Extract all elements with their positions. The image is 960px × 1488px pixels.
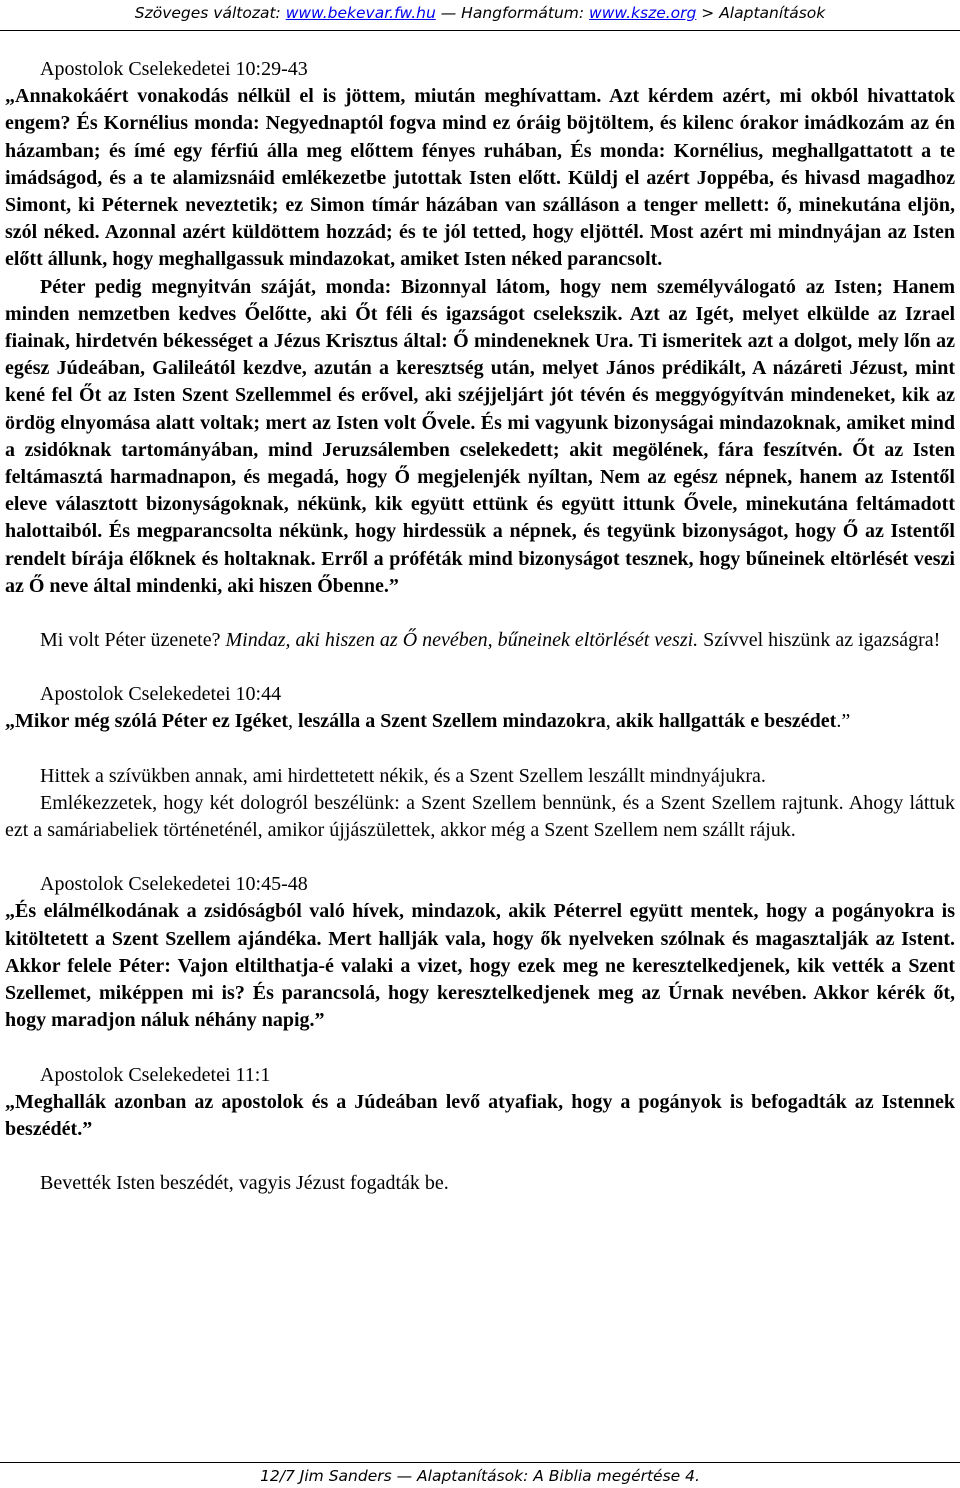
commentary-paragraph [5,627,955,654]
spacer [5,1143,955,1170]
quote-part: akik hallgatták e beszédet [615,710,837,733]
quote-part: leszálla a Szent Szellem mindazokra [298,710,606,733]
scripture-reference: Apostolok Cselekedetei 11:1 [40,1063,271,1086]
scripture-quote: „Annakokáért vonakodás nélkül el is jöttem, miután meghívattam. Azt kérdem azért, mi okból hivattatok engem? És Kornélius monda: Negyednaptól fogva mind ez óráig böjtöltem, és kilenc órakor imádkozám az én házamban; és ímé egy férfiú álla meg előttem fényes ruhában, És monda: Kornélius, meghallgattatott a te imádságod, és a te alamizsnáid emlékezetbe jutottak Isten előtt. Küldj el azért Joppéba, és hivasd magadhoz Simont, ki Péternek neveztetik; ez Simon tímár házában van szálláson a tenger mellett: ő, minekutána eljön, szól néked. Azonnal azért küldöttem hozzád; és te jól tetted, hogy eljöttél. Most azért mi mindnyájan az Isten előtt állunk, hogy meghallgassuk mindazokat, amiket Isten néked parancsolt. [5,85,955,271]
spacer [5,1035,955,1062]
scripture-reference: Apostolok Cselekedetei 10:44 [40,683,282,706]
commentary-paragraph: Bevették Isten beszédét, vagyis Jézust fogadták be. [40,1172,449,1195]
page-footer [0,1462,960,1485]
header-suffix: > Alaptanítások [696,4,826,22]
quote-end: .” [836,710,851,733]
header-prefix: Szöveges változat: [134,4,286,22]
spacer [5,736,955,763]
scripture-reference: Apostolok Cselekedetei 10:29-43 [40,58,308,80]
spacer [5,844,955,871]
scripture-quote: Péter pedig megnyitván száját, monda: Bizonnyal látom, hogy nem személyválogató az Isten; Hanem minden nemzetben kedves Őelőtte, aki Őt féli és igazságot cselekszik. Azt az Igét, melyet elkülde az Izrael fiainak, hirdetvén békességet a Jézus Krisztus által: Ő mindeneknek Ura. Ti ismeritek azt a dolgot, mely lőn az egész Júdeában, Galileától kezdve, azután a keresztség után, melyet János prédikált, A názáreti Jézust, mint kené fel Őt az Isten Szent Szellemmel és erővel, aki széjjeljárt jót tévén és meggyógyítván mindeneket, kik az ördög elnyomása alatt voltak; mert az Isten volt Ővele. És mi vagyunk bizonyságai mindazoknak, amiket mind a zsidóknak tartományában, mind Jeruzsálemben cselekedett; akit megölének, fára feszítvén. Őt az Isten feltámasztá harmadnapon, és megadá, hogy Ő megjelenjék nyíltan, Nem az egész népnek, hanem az Istentől eleve választott bizonyságoknak, nékünk, kik együtt ettünk és együtt ittunk Ővele, minekutána feltámadott halottaiból. És megparancsolta nékünk, hogy hirdessük a népnek, és tegyünk bizonyságot, hogy Ő az Istentől rendelt bírája élőknek és holtaknak. Erről a próféták mind bizonyságot tesznek, hogy bűneinek eltörlését veszi az Ő neve által mindenki, aki hiszen Őbenne.” [5,275,955,597]
bekevar-link[interactable]: www.bekevar.fw.hu [285,4,436,22]
ksze-link[interactable]: www.ksze.org [589,4,697,22]
commentary-emphasis: Mindaz, aki hiszen az Ő nevében, bűneinek eltörlését veszi. [225,629,699,652]
quote-comma: , [288,710,299,733]
scripture-quote: „Meghallák azonban az apostolok és a Júdeában levő atyafiak, hogy a pogányok is befogadták az Istennek beszédét.” [5,1090,955,1140]
commentary-paragraph: Hittek a szívükben annak, ami hirdettetett nékik, és a Szent Szellem leszállt mindnyájukra. [40,764,766,787]
document-body [5,56,955,1197]
scripture-quote [5,708,955,735]
commentary-text: Szívvel hiszünk az igazságra! [698,629,941,652]
header-mid: — Hangformátum: [435,4,590,22]
quote-comma: , [605,710,616,733]
quote-part: „Mikor még szólá Péter ez Igéket [5,710,289,733]
spacer [5,654,955,681]
scripture-quote: „És elálmélkodának a zsidóságból való hívek, mindazok, akik Péterrel együtt mentek, hogy a pogányokra is kitöltetett a Szent Szellem ajándéka. Mert hallják vala, hogy ők nyelveken szólnak és magasztalják az Istent. Akkor felele Péter: Vajon eltilthatja-é valaki a vizet, hogy ezek meg ne keresztelkedjenek, kik vették a Szent Szellemet, miképpen mi is? És parancsolá, hogy keresztelkedjenek meg az Úrnak nevében. Akkor kérék őt, hogy maradjon náluk néhány napig.” [5,900,955,1032]
footer-text: 12/7 Jim Sanders — Alaptanítások: A Biblia megértése 4. [260,1467,700,1485]
commentary-paragraph: Emlékezzetek, hogy két dologról beszélünk: a Szent Szellem bennünk, és a Szent Szellem rajtunk. Ahogy láttuk ezt a samáriabeliek történeténél, amikor újjászülettek, akkor még a Szent Szellem nem szállt rájuk. [5,791,955,842]
spacer [5,600,955,627]
commentary-text: Mi volt Péter üzenete? [40,629,226,652]
page-header [0,0,960,31]
scripture-reference: Apostolok Cselekedetei 10:45-48 [40,873,308,896]
